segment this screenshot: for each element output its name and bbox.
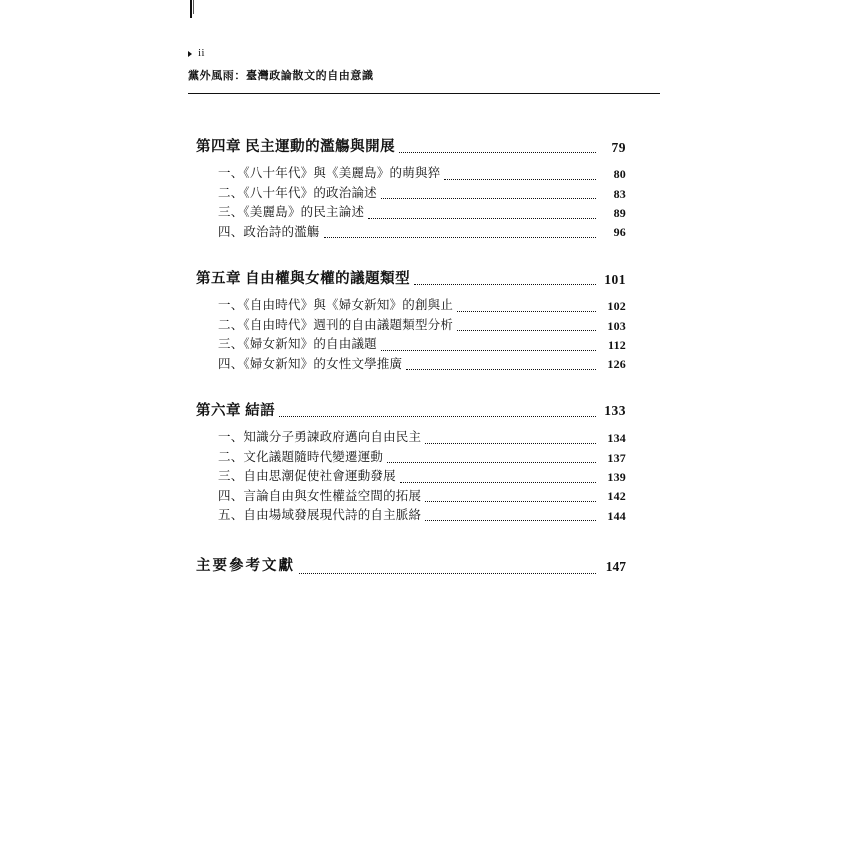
leader-dots (381, 350, 596, 351)
toc-chapter-page: 101 (604, 271, 626, 287)
header-rule (188, 93, 660, 94)
leader-dots (414, 284, 596, 285)
toc-chapter-page: 79 (611, 139, 626, 155)
toc-section-entry[interactable] (196, 448, 626, 467)
toc-section-entry[interactable] (196, 296, 626, 315)
toc-section-entry[interactable] (196, 203, 626, 222)
toc-section-page: 96 (613, 225, 626, 240)
toc-section-title: 一、知識分子勇諫政府邁向自由民主 (218, 430, 422, 445)
toc-chapter-entry[interactable] (196, 268, 626, 290)
toc-section-entry[interactable] (196, 316, 626, 335)
toc-chapter-entry[interactable] (196, 136, 626, 158)
page-folio: ii (198, 48, 205, 60)
toc-chapter-title: 第五章 自由權與女權的議題類型 (196, 270, 411, 287)
leader-dots (425, 443, 596, 444)
toc-section-title: 四、政治詩的濫觴 (218, 224, 320, 239)
toc-section-title: 二、《八十年代》的政治論述 (218, 185, 377, 200)
toc-section-entry[interactable] (196, 487, 626, 506)
leader-dots (457, 311, 596, 312)
running-head (188, 48, 658, 83)
binding-mark-secondary (193, 0, 194, 14)
toc-chapter-title: 第六章 結語 (196, 402, 276, 419)
group-spacer (196, 391, 626, 400)
leader-dots (406, 369, 596, 370)
leader-dots (399, 152, 596, 153)
toc-section-title: 五、自由場域發展現代詩的自主脈絡 (218, 507, 422, 522)
toc-section-title: 一、《自由時代》與《婦女新知》的創與止 (218, 298, 454, 313)
toc-section-page: 89 (613, 206, 626, 220)
leader-dots (368, 218, 596, 219)
toc-chapter-entry[interactable] (196, 400, 626, 422)
toc-section-page: 134 (607, 431, 626, 446)
toc-section-page: 112 (608, 337, 626, 352)
toc-section-page: 83 (613, 186, 626, 201)
toc-section-title: 四、《婦女新知》的女性文學推廣 (218, 356, 403, 371)
toc-section-entry[interactable] (196, 467, 626, 486)
toc-group (196, 400, 626, 525)
group-spacer (196, 259, 626, 268)
toc-section-entry[interactable] (196, 164, 626, 183)
toc-section-page: 137 (607, 450, 626, 465)
toc-section-page: 144 (607, 508, 626, 523)
toc-section-title: 三、《婦女新知》的自由議題 (218, 337, 377, 352)
leader-dots (457, 330, 596, 331)
toc-section-entry[interactable] (196, 184, 626, 203)
leader-dots (381, 198, 596, 199)
leader-dots (444, 179, 596, 180)
toc-section-page: 103 (607, 318, 626, 333)
toc-section-title: 二、《自由時代》週刊的自由議題類型分析 (218, 317, 454, 332)
leader-dots (324, 237, 596, 238)
toc-chapter-title: 第四章 民主運動的濫觴與開展 (196, 139, 396, 155)
toc-section-page: 80 (613, 167, 626, 182)
toc-section-title: 一、《八十年代》與《美麗島》的萌與猝 (218, 166, 441, 181)
leader-dots (425, 501, 596, 502)
toc-section-title: 二、文化議題隨時代變遷運動 (218, 449, 384, 464)
toc-chapter-page: 133 (604, 403, 626, 419)
book-title: 黨外風雨：臺灣政論散文的自由意識 (188, 70, 374, 83)
toc-group (196, 268, 626, 374)
leader-dots (387, 462, 596, 463)
toc-section-entry[interactable] (196, 223, 626, 242)
toc-section-entry[interactable] (196, 355, 626, 374)
toc-section-page: 102 (607, 299, 626, 314)
toc-section-page: 139 (607, 469, 626, 484)
toc-section-entry[interactable] (196, 428, 626, 447)
toc-bibliography-page: 147 (605, 558, 626, 574)
toc-section-page: 126 (607, 357, 626, 372)
toc-bibliography-title: 主要參考文獻 (196, 558, 295, 575)
toc-section-title: 四、言論自由與女性權益空間的拓展 (218, 488, 422, 503)
leader-dots (279, 416, 596, 417)
leader-dots (400, 482, 596, 483)
triangle-right-icon (188, 51, 192, 57)
toc-section-entry[interactable] (196, 506, 626, 525)
toc-group (196, 136, 626, 242)
table-of-contents (196, 136, 626, 578)
binding-mark (190, 0, 192, 18)
toc-section-title: 三、自由思潮促使社會運動發展 (218, 469, 396, 484)
leader-dots (425, 520, 596, 521)
leader-dots (299, 573, 596, 574)
toc-section-page: 142 (607, 489, 626, 504)
toc-section-title: 三、《美麗島》的民主論述 (218, 205, 365, 220)
toc-bibliography-entry[interactable] (196, 555, 626, 577)
toc-section-entry[interactable] (196, 335, 626, 354)
group-spacer (196, 542, 626, 551)
